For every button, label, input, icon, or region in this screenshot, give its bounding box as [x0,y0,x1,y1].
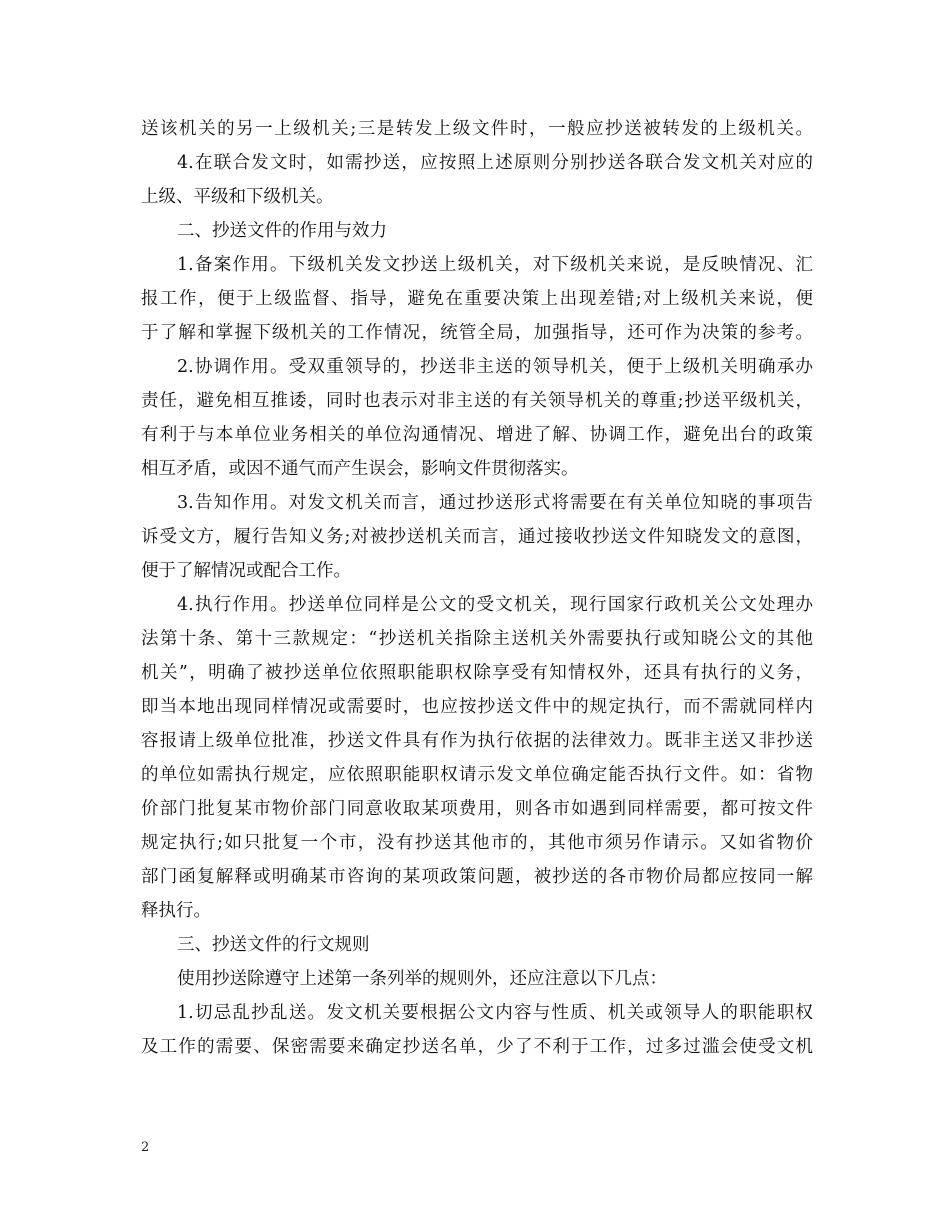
text-line: 释执行。 [141,901,211,921]
text-line: 部门函复解释或明确某市咨询的某项政策问题，被抄送的各市物价局都应按同一解 [141,867,813,887]
paragraph-notification-role: 3.告知作用。对发文机关而言，通过抄送形式将需要在有关单位知晓的事项告 [177,493,813,513]
paragraph-4-joint-issuing: 4.在联合发文时，如需抄送，应按照上述原则分别抄送各联合发文机关对应的 [177,153,813,173]
section-heading-2: 二、抄送文件的作用与效力 [177,221,387,241]
section-heading-3: 三、抄送文件的行文规则 [177,935,370,955]
text-line: 机关”，明确了被抄送单位依照职能职权除享受有知情权外，还具有执行的义务， [141,663,813,683]
text-line: 价部门批复某市物价部门同意收取某项费用，则各市如遇到同样需要，都可按文件 [141,799,813,819]
page-number: 2 [141,1140,150,1155]
text-line: 报工作，便于上级监督、指导，避免在重要决策上出现差错;对上级机关来说，便 [141,289,813,309]
text-line: 即当本地出现同样情况或需要时，也应按抄送文件中的规定执行，而不需就同样内 [141,697,813,717]
paragraph-filing-role: 1.备案作用。下级机关发文抄送上级机关，对下级机关来说，是反映情况、汇 [177,255,813,275]
text-line: 相互矛盾，或因不通气而产生误会，影响文件贯彻落实。 [141,459,579,479]
paragraph-no-random-copy: 1.切忌乱抄乱送。发文机关要根据公文内容与性质、机关或领导人的职能职权 [177,1003,813,1023]
paragraph-execution-role: 4.执行作用。抄送单位同样是公文的受文机关，现行国家行政机关公文处理办 [177,595,813,615]
text-line: 容报请上级单位批准，抄送文件具有作为执行依据的法律效力。既非主送又非抄送 [141,731,813,751]
text-line: 及工作的需要、保密需要来确定抄送名单，少了不利于工作，过多过滥会使受文机 [141,1037,813,1057]
text-line: 责任，避免相互推诿，同时也表示对非主送的有关领导机关的尊重;抄送平级机关， [141,391,813,411]
text-line: 法第十条、第十三款规定：“抄送机关指除主送机关外需要执行或知晓公文的其他 [141,629,813,649]
text-line: 便于了解情况或配合工作。 [141,561,351,581]
text-line: 的单位如需执行规定，应依照职能职权请示发文单位确定能否执行文件。如：省物 [141,765,813,785]
document-body [141,112,813,1064]
text-line: 有利于与本单位业务相关的单位沟通情况、增进了解、协调工作，避免出台的政策 [141,425,813,445]
text-line: 诉受文方，履行告知义务;对被抄送机关而言，通过接收抄送文件知晓发文的意图， [141,527,813,547]
text-line: 于了解和掌握下级机关的工作情况，统管全局，加强指导，还可作为决策的参考。 [141,323,813,343]
paragraph-coordination-role: 2.协调作用。受双重领导的，抄送非主送的领导机关，便于上级机关明确承办 [177,357,813,377]
text-line: 送该机关的另一上级机关;三是转发上级文件时，一般应抄送被转发的上级机关。 [141,119,813,139]
text-line: 上级、平级和下级机关。 [141,187,334,207]
text-line: 规定执行;如只批复一个市，没有抄送其他市的，其他市须另作请示。又如省物价 [141,833,813,853]
paragraph-intro: 使用抄送除遵守上述第一条列举的规则外，还应注意以下几点： [177,969,667,989]
